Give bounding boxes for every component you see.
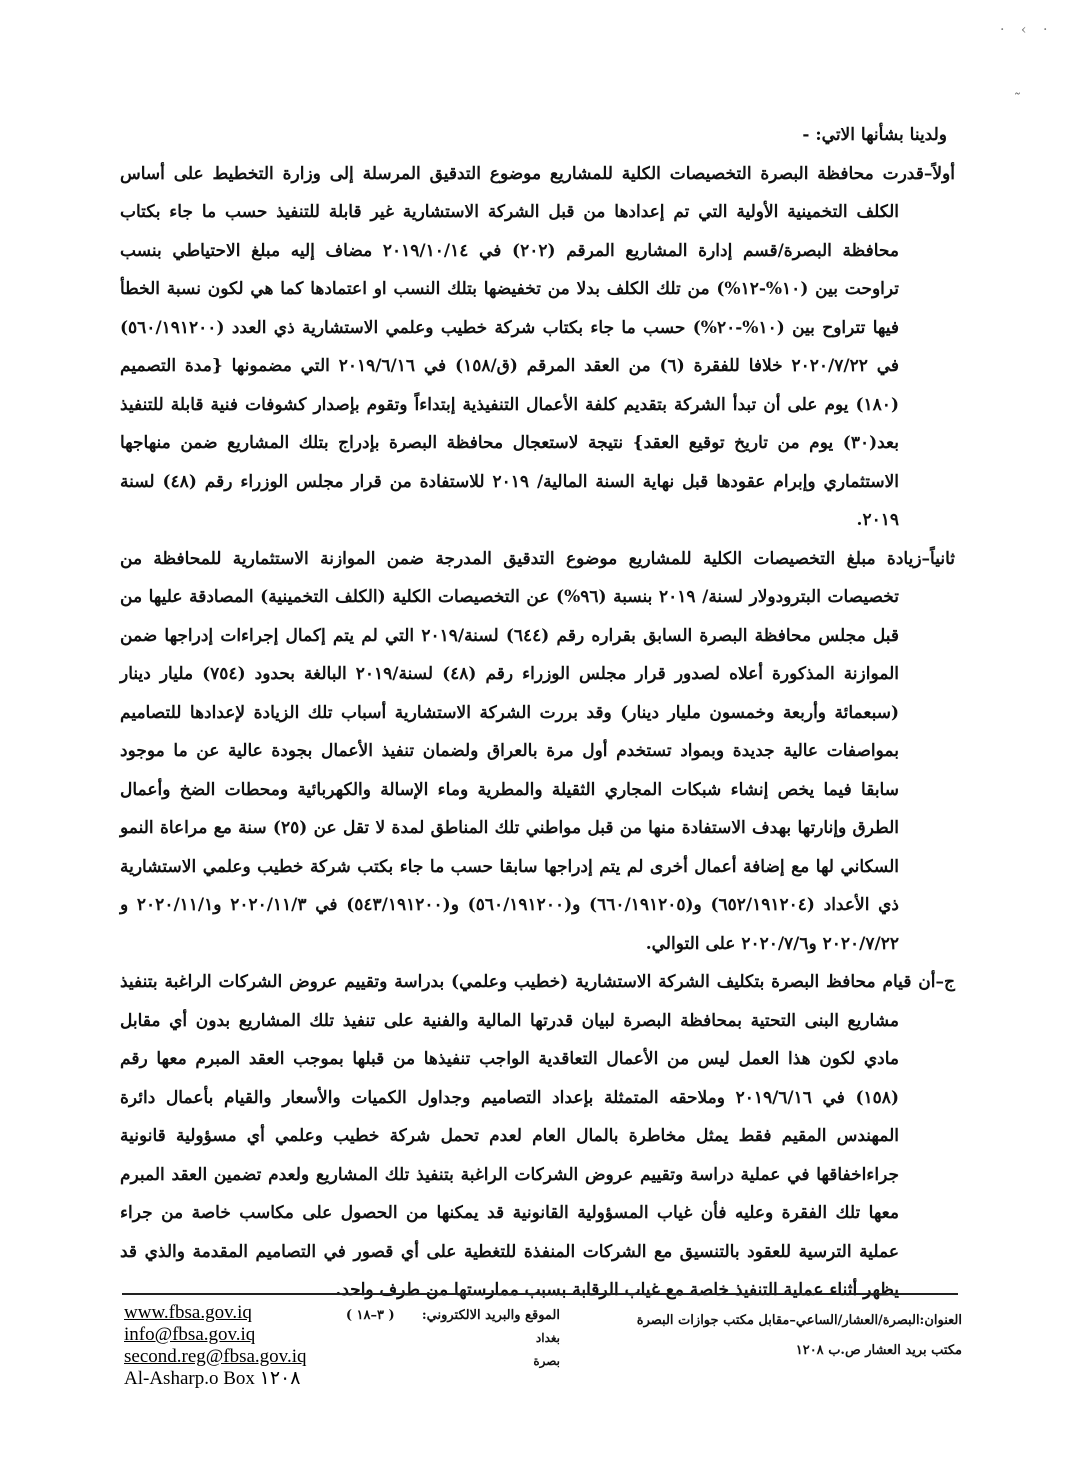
paragraph-second-text: زيادة مبلغ التخصيصات الكلية للمشاريع موضوع التدقيق المدرجة ضمن الموازنة الاستثمارية للمحافظة من تخصيصات البترودولار لسنة/ ٢٠١٩ بنسبة (٩٦%) عن التخصيصات الكلية (الكلف التخمينية) المصادقة عليها من قبل مجلس محافظة البصرة السابق بقراره رقم (٦٤٤) لسنة/٢٠١٩ التي لم يتم إكمال إجراءات إدراجها ضمن الموازنة المذكورة أعلاه لصدور قرار مجلس الوزراء رقم (٤٨) لسنة/٢٠١٩ البالغة بحدود (٧٥٤) مليار دينار (سبعمائة وأربعة وخمسون مليار دينار) وقد بررت الشركة الاستشارية أسباب تلك الزيادة لإعدادها للتصاميم بمواصفات عالية جديدة وبمواد تستخدم أول مرة بالعراق ولضمان تنفيذ الأعمال بجودة عالية عن ما موجود سابقا فيما يخص إنشاء شبكات المجاري الثقيلة والمطرية وماء الإسالة والكهربائية ومحطات الضخ وأعمال الطرق وإنارتها بهدف الاستفادة منها من قبل مواطني تلك المناطق لمدة لا تقل عن (٢٥) سنة مع مراعاة النمو السكاني لها مع إضافة أعمال أخرى لم يتم إدراجها سابقا حسب ما جاء بكتب شركة خطيب وعلمي الاستشارية ذي الأعداد (٦٥٢/١٩١٢٠٤) و(٦٦٠/١٩١٢٠٥) و(٥٦٠/١٩١٢٠٠) و(٥٤٣/١٩١٢٠٠) في ٢٠٢٠/١١/٣ و٢٠٢٠/١١/١ و ٢٠٢٠/٧/٢٢ و٢٠٢٠/٧/٦ على التوالي. — [120, 548, 922, 954]
website-link[interactable]: www.fbsa.gov.iq — [124, 1302, 252, 1323]
footer-site-row — [330, 1304, 560, 1327]
email-link-second[interactable]: second.reg@fbsa.gov.iq — [124, 1346, 307, 1367]
paragraph-second — [120, 540, 955, 964]
paragraph-first-lead: أولاً– — [923, 163, 955, 184]
site-label: الموقع والبريد الالكتروني: — [421, 1308, 560, 1323]
address-line-1: العنوان:البصرة/العشار/الساعي–مقابل مكتب جوازات البصرة — [636, 1313, 962, 1328]
po-box: Al-Asharp.o Box ١٢٠٨ — [124, 1368, 301, 1389]
footer-contacts — [124, 1302, 306, 1390]
paragraph-third-lead: ج– — [935, 972, 955, 992]
paragraph-third-text: أن قيام محافظ البصرة بتكليف الشركة الاستشارية (خطيب وعلمي) بدراسة وتقييم عروض الشركات الراغبة بتنفيذ مشاريع البنى التحتية بمحافظة البصرة لبيان قدرتها المالية والفنية على تنفيذ تلك المشاريع بدون أي مقابل مادي لكون هذا العمل ليس من الأعمال التعاقدية الواجب تنفيذها من قبلها بموجب العقد المبرم معها رقم (١٥٨) في ٢٠١٩/٦/١٦ وملاحقه المتمثلة بإعداد التصاميم وجداول الكميات والأسعار والقيام بأعمال دائرة المهندس المقيم فقط يمثل مخاطرة بالمال العام لعدم تحمل شركة خطيب وعلمي أي مسؤولية قانونية جراءاخفاقها في عملية دراسة وتقييم عروض الشركات الراغبة بتنفيذ تلك المشاريع ولعدم تضمين العقد المبرم معها تلك الفقرة وعليه فأن غياب المسؤولية القانونية قد يمكنها من الحصول على مكاسب خاصة من جراء عملية الترسية للعقود بالتنسيق مع الشركات المنفذة للتغطية على أي قصور في التصاميم المقدمة والذي قد يظهر أثناء عملية التنفيذ خاصة مع غياب الرقابة بسبب ممارستها من طرف واحد. — [120, 972, 936, 1300]
corner-mark-small: ˷ — [1014, 80, 1021, 96]
city-basra: بصرة — [533, 1354, 560, 1368]
paragraph-first — [120, 155, 955, 540]
address-line-2: مكتب بريد العشار ص.ب ١٢٠٨ — [795, 1343, 962, 1358]
footer-middle — [330, 1304, 560, 1373]
footer-divider — [122, 1293, 958, 1295]
paragraph-second-lead: ثانياً– — [921, 548, 955, 569]
city-baghdad: بغداد — [535, 1331, 560, 1345]
intro-line: ولدينا بشأنها الاتي: - — [802, 125, 947, 145]
page-reference: ( ٣–١٨ ) — [345, 1308, 395, 1323]
email-link-info[interactable]: info@fbsa.gov.iq — [124, 1324, 256, 1345]
body-text — [120, 116, 955, 1310]
paragraph-first-text: قدرت محافظة البصرة التخصيصات الكلية للمشاريع موضوع التدقيق المرسلة إلى وزارة التخطيط على أساس الكلف التخمينية الأولية التي تم إعدادها من قبل الشركة الاستشارية غير قابلة للتنفيذ حسب ما جاء بكتاب محافظة البصرة/قسم إدارة المشاريع المرقم (٢٠٢) في ٢٠١٩/١٠/١٤ مضاف إليه مبلغ الاحتياطي بنسب تراوحت بين (١٠%-١٢%) من تلك الكلف بدلا من تخفيضها بتلك النسب او اعتمادها كما هي لكون نسبة الخطأ فيها تتراوح بين (١٠%-٢٠%) حسب ما جاء بكتاب شركة خطيب وعلمي الاستشارية ذي العدد (٥٦٠/١٩١٢٠٠) في ٢٠٢٠/٧/٢٢ خلافا للفقرة (٦) من العقد المرقم (ق/١٥٨) في ٢٠١٩/٦/١٦ التي مضمونها {مدة التصميم (١٨٠) يوم على أن تبدأ الشركة بتقديم كلفة الأعمال التنفيذية إبتداءاً وتقوم بإصدار كشوفات فنية قابلة للتنفيذ بعد(٣٠) يوم من تاريخ توقيع العقد} نتيجة لاستعجال محافظة البصرة بإدراج بتلك المشاريع ضمن منهاجها الاستثماري وإبرام عقودها قبل نهاية السنة المالية/ ٢٠١٩ للاستفادة من قرار مجلس الوزراء رقم (٤٨) لسنة ٢٠١٩. — [120, 163, 924, 530]
corner-marks: · ‹ · — [1000, 22, 1054, 38]
paragraph-third — [120, 963, 955, 1310]
footer-address — [592, 1306, 962, 1366]
